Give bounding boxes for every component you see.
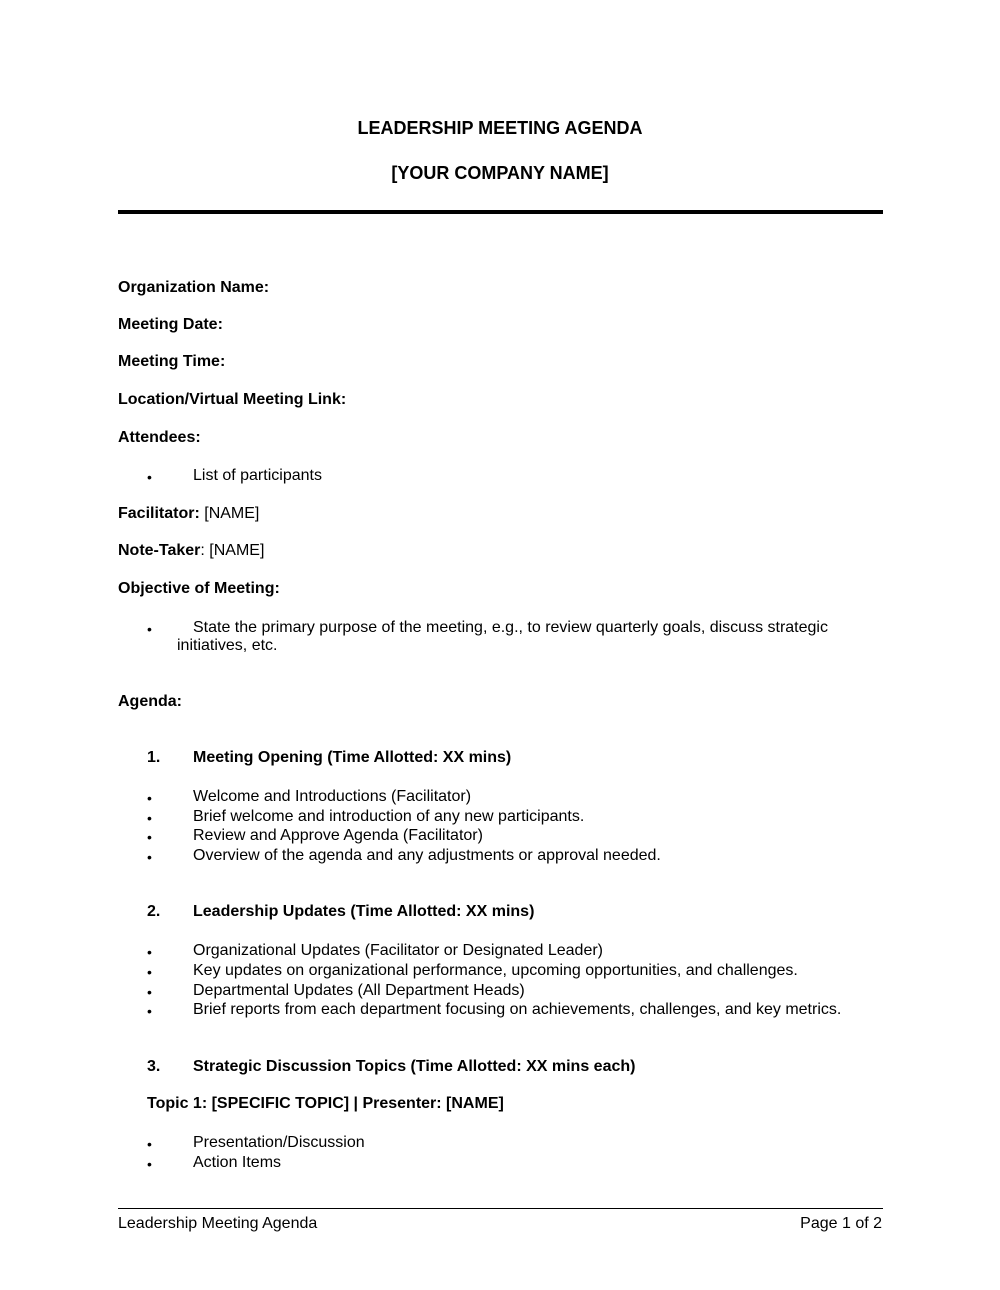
bullet-icon: • — [147, 790, 152, 806]
header-divider — [118, 210, 883, 214]
objective-label: Objective of Meeting: — [118, 580, 280, 597]
note-taker-label: Note-Taker — [118, 542, 201, 559]
section-heading: Strategic Discussion Topics (Time Allotted: XX mins each) — [193, 1058, 636, 1075]
list-item: State the primary purpose of the meeting, e.g., to review quarterly goals, discuss strategic — [193, 619, 828, 636]
list-item: Brief welcome and introduction of any new participants. — [193, 808, 585, 825]
facilitator-label: Facilitator: — [118, 505, 200, 522]
topic-heading: Topic 1: [SPECIFIC TOPIC] | Presenter: [NAME] — [147, 1095, 504, 1112]
meeting-date-label: Meeting Date: — [118, 316, 223, 333]
bullet-icon: • — [147, 469, 152, 485]
bullet-icon: • — [147, 1136, 152, 1152]
bullet-icon: • — [147, 810, 152, 826]
list-item: Overview of the agenda and any adjustments or approval needed. — [193, 847, 661, 864]
note-taker-field — [118, 542, 264, 560]
bullet-icon: • — [147, 1156, 152, 1172]
attendees-label: Attendees: — [118, 429, 201, 446]
company-name: [YOUR COMPANY NAME] — [391, 163, 609, 183]
bullet-icon: • — [147, 849, 152, 865]
facilitator-value: [NAME] — [199, 505, 260, 522]
section-number: 3. — [147, 1058, 161, 1075]
document-title: LEADERSHIP MEETING AGENDA — [357, 118, 643, 138]
section-number: 1. — [147, 749, 161, 766]
list-item: Departmental Updates (All Department Heads) — [193, 982, 525, 999]
list-item: List of participants — [193, 467, 322, 484]
bullet-icon: • — [147, 964, 152, 980]
bullet-icon: • — [147, 984, 152, 1000]
section-heading: Leadership Updates (Time Allotted: XX mins) — [193, 903, 535, 920]
list-item: Brief reports from each department focusing on achievements, challenges, and key metrics. — [193, 1001, 842, 1018]
note-taker-value: : [NAME] — [200, 542, 265, 559]
bullet-icon: • — [147, 621, 152, 637]
list-item: Action Items — [193, 1154, 282, 1171]
list-item-continuation: initiatives, etc. — [177, 637, 278, 654]
page-number: Page 1 of 2 — [800, 1215, 882, 1232]
section-heading: Meeting Opening (Time Allotted: XX mins) — [193, 749, 512, 766]
footer-divider — [118, 1208, 883, 1209]
list-item: Welcome and Introductions (Facilitator) — [193, 788, 472, 805]
section-number: 2. — [147, 903, 161, 920]
bullet-icon: • — [147, 944, 152, 960]
list-item: Review and Approve Agenda (Facilitator) — [193, 827, 483, 844]
meeting-time-label: Meeting Time: — [118, 353, 226, 370]
footer-title: Leadership Meeting Agenda — [118, 1215, 318, 1232]
list-item: Key updates on organizational performance, upcoming opportunities, and challenges. — [193, 962, 798, 979]
facilitator-field — [118, 505, 259, 523]
agenda-label: Agenda: — [118, 693, 182, 710]
list-item: Organizational Updates (Facilitator or Designated Leader) — [193, 942, 603, 959]
bullet-icon: • — [147, 1003, 152, 1019]
organization-name-label: Organization Name: — [118, 279, 270, 296]
bullet-icon: • — [147, 829, 152, 845]
list-item: Presentation/Discussion — [193, 1134, 365, 1151]
location-label: Location/Virtual Meeting Link: — [118, 391, 347, 408]
